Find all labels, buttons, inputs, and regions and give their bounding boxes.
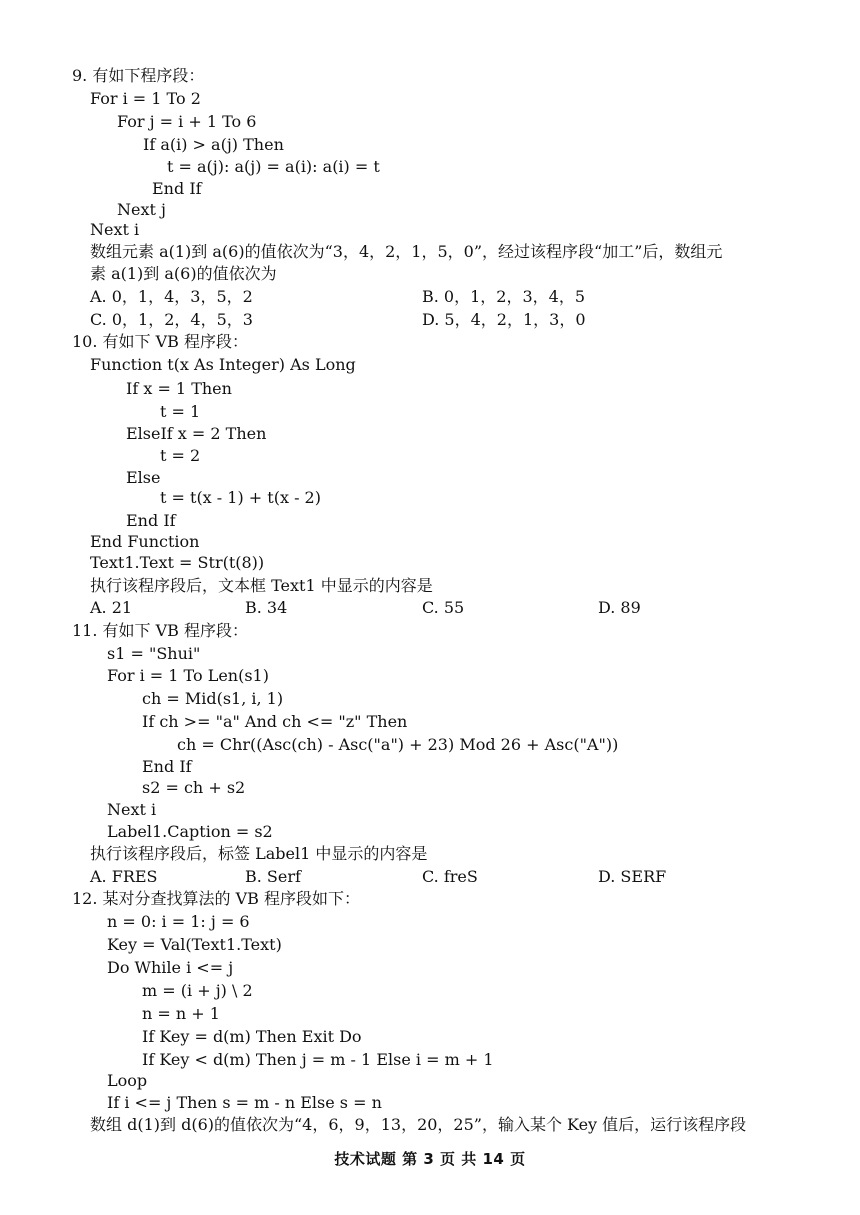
- q11-option-b: B. Serf: [245, 867, 301, 886]
- q12-code-line: If i <= j Then s = m - n Else s = n: [107, 1093, 382, 1112]
- q9-code-line: If a(i) > a(j) Then: [143, 135, 284, 154]
- q10-code-line: Text1.Text = Str(t(8)): [90, 553, 265, 572]
- q11-option-c: C. freS: [422, 867, 478, 886]
- q11-title: 11. 有如下 VB 程序段：: [72, 621, 249, 640]
- q9-option-a: A. 0，1，4，3，5，2: [90, 287, 253, 306]
- q10-option-d: D. 89: [598, 598, 641, 617]
- q10-code-line: If x = 1 Then: [126, 379, 232, 398]
- q12-code-line: If Key < d(m) Then j = m - 1 Else i = m + 1: [142, 1050, 494, 1069]
- q11-code-line: ch = Chr((Asc(ch) - Asc("a") + 23) Mod 26 + Asc("A")): [177, 735, 619, 754]
- q9-title: 9. 有如下程序段：: [72, 66, 205, 85]
- q9-code-line: Next i: [90, 220, 140, 239]
- q9-option-d: D. 5，4，2，1，3，0: [422, 310, 586, 329]
- q10-code-line: t = 2: [160, 446, 201, 465]
- q11-code-line: Label1.Caption = s2: [107, 822, 273, 841]
- q10-code-line: t = t(x - 1) + t(x - 2): [160, 488, 321, 507]
- q12-code-line: n = 0: i = 1: j = 6: [107, 912, 250, 931]
- q11-code-line: Next i: [107, 800, 157, 819]
- q10-code-line: Else: [126, 468, 161, 487]
- q11-code-line: s2 = ch + s2: [142, 778, 246, 797]
- q12-stem: 数组 d(1)到 d(6)的值依次为“4，6，9，13，20，25”，输入某个 Key 值后，运行该程序段: [90, 1115, 747, 1134]
- q9-stem: 素 a(1)到 a(6)的值依次为: [90, 264, 277, 283]
- q11-option-d: D. SERF: [598, 867, 667, 886]
- q10-stem: 执行该程序段后，文本框 Text1 中显示的内容是: [90, 576, 433, 595]
- q11-code-line: ch = Mid(s1, i, 1): [142, 689, 284, 708]
- q11-code-line: For i = 1 To Len(s1): [107, 666, 269, 685]
- q11-stem: 执行该程序段后，标签 Label1 中显示的内容是: [90, 844, 428, 863]
- q12-title: 12. 某对分查找算法的 VB 程序段如下：: [72, 889, 361, 908]
- q9-code-line: For i = 1 To 2: [90, 89, 201, 108]
- q10-code-line: End Function: [90, 532, 200, 551]
- q9-option-c: C. 0，1，2，4，5，3: [90, 310, 253, 329]
- q9-option-b: B. 0，1，2，3，4，5: [422, 287, 586, 306]
- q10-code-line: Function t(x As Integer) As Long: [90, 355, 356, 374]
- q11-code-line: End If: [142, 757, 192, 776]
- q9-code-line: Next j: [117, 200, 166, 219]
- q10-code-line: End If: [126, 511, 176, 530]
- q12-code-line: If Key = d(m) Then Exit Do: [142, 1027, 362, 1046]
- q11-code-line: If ch >= "a" And ch <= "z" Then: [142, 712, 408, 731]
- q10-code-line: ElseIf x = 2 Then: [126, 424, 267, 443]
- page-footer: 技术试题 第 3 页 共 14 页: [334, 1150, 526, 1168]
- q9-stem: 数组元素 a(1)到 a(6)的值依次为“3，4，2，1，5，0”，经过该程序段“加工”后，数组元: [90, 242, 723, 261]
- q12-code-line: Do While i <= j: [107, 958, 234, 977]
- q10-title: 10. 有如下 VB 程序段：: [72, 332, 249, 351]
- q12-code-line: m = (i + j) \ 2: [142, 981, 253, 1000]
- q11-code-line: s1 = "Shui": [107, 644, 201, 663]
- q10-option-a: A. 21: [90, 598, 133, 617]
- q9-code-line: End If: [152, 179, 202, 198]
- q9-code-line: t = a(j): a(j) = a(i): a(i) = t: [167, 157, 380, 176]
- q10-option-b: B. 34: [245, 598, 288, 617]
- q12-code-line: Loop: [107, 1071, 148, 1090]
- q10-option-c: C. 55: [422, 598, 465, 617]
- q10-code-line: t = 1: [160, 402, 201, 421]
- q11-option-a: A. FRES: [90, 867, 158, 886]
- q12-code-line: n = n + 1: [142, 1004, 220, 1023]
- q12-code-line: Key = Val(Text1.Text): [107, 935, 282, 954]
- q9-code-line: For j = i + 1 To 6: [117, 112, 257, 131]
